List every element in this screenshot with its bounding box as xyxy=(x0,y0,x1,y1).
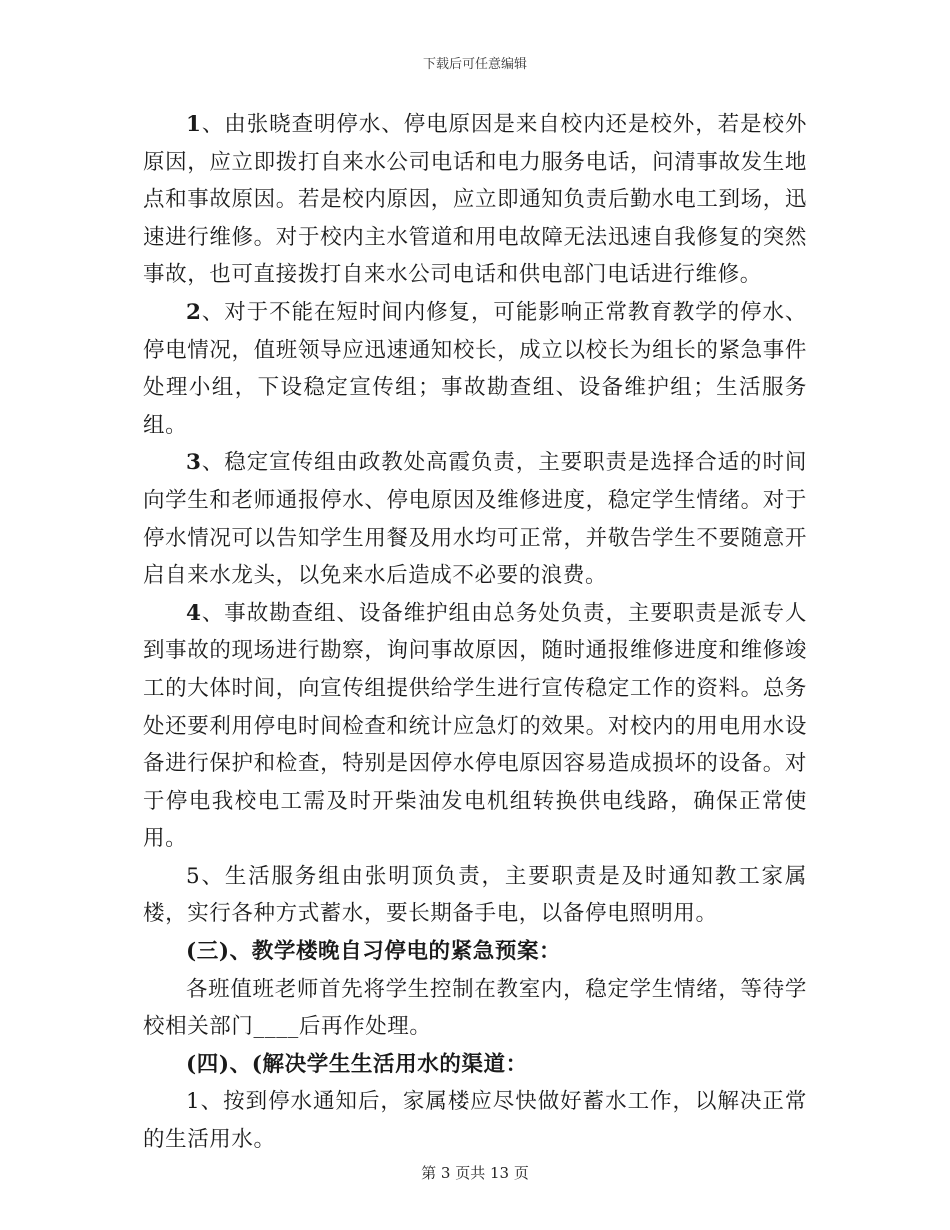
paragraph-1 xyxy=(143,106,807,294)
paragraph-text: 1、按到停水通知后，家属楼应尽快做好蓄水工作，以解决正常的生活用水。 xyxy=(143,1089,807,1153)
document-body xyxy=(143,106,807,1159)
paragraph-text: 、对于不能在短时间内修复，可能影响正常教育教学的停水、停电情况，值班领导应迅速通知校长，成立以校长为组长的紧急事件处理小组，下设稳定宣传组；事故勘查组、设备维护组；生活服务组。 xyxy=(143,299,807,438)
item-number: 2 xyxy=(186,299,202,325)
page-header: 下载后可任意编辑 xyxy=(422,57,527,72)
page-footer: 第 3 页共 13 页 xyxy=(421,1164,529,1182)
paragraph-text: 各班值班老师首先将学生控制在教室内，稳定学生情绪，等待学校相关部门____后再作处理。 xyxy=(143,976,807,1040)
heading-text: (三)、教学楼晚自习停电的紧急预案： xyxy=(186,939,562,965)
paragraph-2 xyxy=(143,294,807,444)
paragraph-7 xyxy=(143,1083,807,1158)
paragraph-3 xyxy=(143,444,807,594)
heading-text: (四)、(解决学生生活用水的渠道： xyxy=(186,1051,528,1077)
item-number: 1 xyxy=(186,112,202,137)
paragraph-text: 、稳定宣传组由政教处高霞负责，主要职责是选择合适的时间向学生和老师通报停水、停电原因及维修进度，稳定学生情绪。对于停水情况可以告知学生用餐及用水均可正常，并敬告学生不要随意开启自来水龙头，以免来水后造成不必要的浪费。 xyxy=(143,450,807,589)
section-heading-3 xyxy=(143,933,807,971)
item-number: 4 xyxy=(186,600,202,626)
paragraph-text: 、由张晓查明停水、停电原因是来自校内还是校外，若是校外原因，应立即拨打自来水公司电话和电力服务电话，问清事故发生地点和事故原因。若是校内原因，应立即通知负责后勤水电工到场，迅速进行维修。对于校内主水管道和用电故障无法迅速自我修复的突然事故，也可直接拨打自来水公司电话和供电部门电话进行维修。 xyxy=(143,112,807,288)
paragraph-text: 5、生活服务组由张明顶负责，主要职责是及时通知教工家属楼，实行各种方式蓄水，要长期备手电，以备停电照明用。 xyxy=(143,863,807,927)
item-number: 3 xyxy=(186,450,202,476)
paragraph-6 xyxy=(143,971,807,1046)
paragraph-4 xyxy=(143,595,807,858)
paragraph-5 xyxy=(143,858,807,933)
paragraph-text: 、事故勘查组、设备维护组由总务处负责，主要职责是派专人到事故的现场进行勘察，询问事故原因，随时通报维修进度和维修竣工的大体时间，向宣传组提供给学生进行宣传稳定工作的资料。总务处还要利用停电时间检查和统计应急灯的效果。对校内的用电用水设备进行保护和检查，特别是因停水停电原因容易造成损坏的设备。对于停电我校电工需及时开柴油发电机组转换供电线路，确保正常使用。 xyxy=(143,600,807,852)
section-heading-4 xyxy=(143,1046,807,1084)
